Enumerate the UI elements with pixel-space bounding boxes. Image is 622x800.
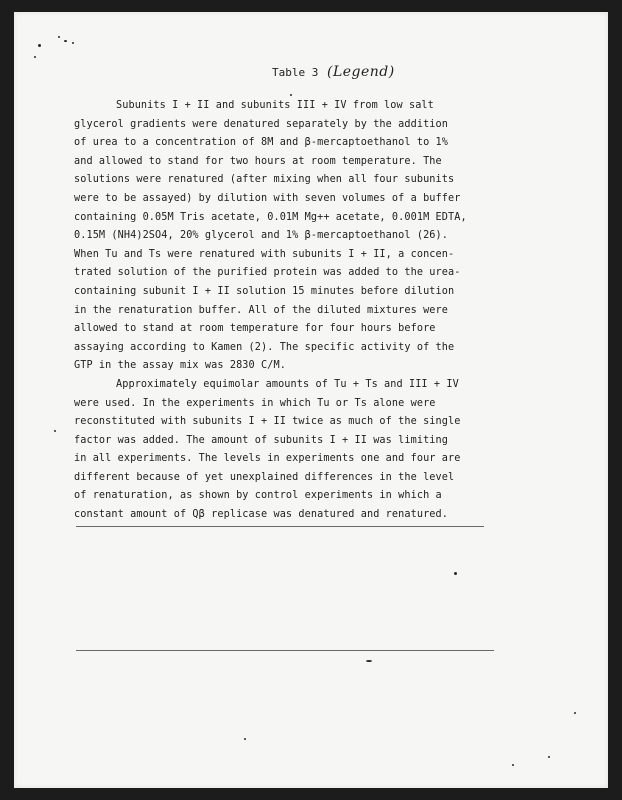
horizontal-rule [76, 526, 484, 527]
text-line: factor was added. The amount of subunits I + II was limiting [74, 434, 449, 446]
scan-speck [574, 712, 576, 714]
text-line: allowed to stand at room temperature for four hours before [74, 323, 436, 335]
scan-speck [72, 42, 74, 44]
scan-speck [366, 660, 372, 662]
text-line: were to be assayed) by dilution with seven volumes of a buffer [74, 192, 461, 204]
scan-speck [548, 756, 550, 758]
text-line: and allowed to stand for two hours at room temperature. The [74, 155, 442, 167]
text-line: solutions were renatured (after mixing when all four subunits [74, 174, 455, 186]
text-line: containing 0.05M Tris acetate, 0.01M Mg++ acetate, 0.001M EDTA, [74, 211, 467, 223]
text-line: different because of yet unexplained differences in the level [74, 471, 455, 483]
table-title [272, 64, 395, 80]
text-line: of renaturation, as shown by control experiments in which a [74, 490, 442, 502]
text-line: 0.15M (NH4)2SO4, 20% glycerol and 1% β-mercaptoethanol (26). [74, 230, 449, 242]
scan-speck [244, 738, 246, 740]
scan-speck [38, 44, 41, 47]
title-handwritten-annotation: (Legend) [326, 64, 395, 80]
title-typed: Table 3 [272, 66, 319, 79]
document-page [14, 12, 608, 788]
scan-speck [512, 764, 514, 766]
text-line: containing subunit I + II solution 15 minutes before dilution [74, 285, 455, 297]
scan-speck [454, 572, 457, 575]
text-line: GTP in the assay mix was 2830 C/M. [74, 360, 286, 372]
text-line: of urea to a concentration of 8M and β-mercaptoethanol to 1% [74, 137, 449, 149]
horizontal-rule [76, 650, 494, 651]
text-line: constant amount of Qβ replicase was denatured and renatured. [74, 509, 449, 521]
text-line: glycerol gradients were denatured separately by the addition [74, 118, 449, 130]
scan-speck [290, 94, 292, 96]
text-line: Subunits I + II and subunits III + IV from low salt [116, 100, 434, 111]
legend-text [74, 97, 554, 525]
text-line: trated solution of the purified protein was added to the urea- [74, 267, 461, 279]
text-line: Approximately equimolar amounts of Tu + Ts and III + IV [116, 378, 459, 390]
text-line: were used. In the experiments in which Tu or Ts alone were [74, 397, 436, 409]
text-line: in the renaturation buffer. All of the diluted mixtures were [74, 304, 449, 316]
scan-speck [58, 36, 60, 38]
text-line: reconstituted with subunits I + II twice as much of the single [74, 416, 461, 428]
text-line: assaying according to Kamen (2). The specific activity of the [74, 341, 455, 353]
scan-speck [64, 40, 67, 42]
text-line: in all experiments. The levels in experiments one and four are [74, 453, 461, 465]
text-line: When Tu and Ts were renatured with subunits I + II, a concen- [74, 248, 455, 260]
scan-speck [54, 430, 56, 432]
scan-speck [34, 56, 36, 58]
